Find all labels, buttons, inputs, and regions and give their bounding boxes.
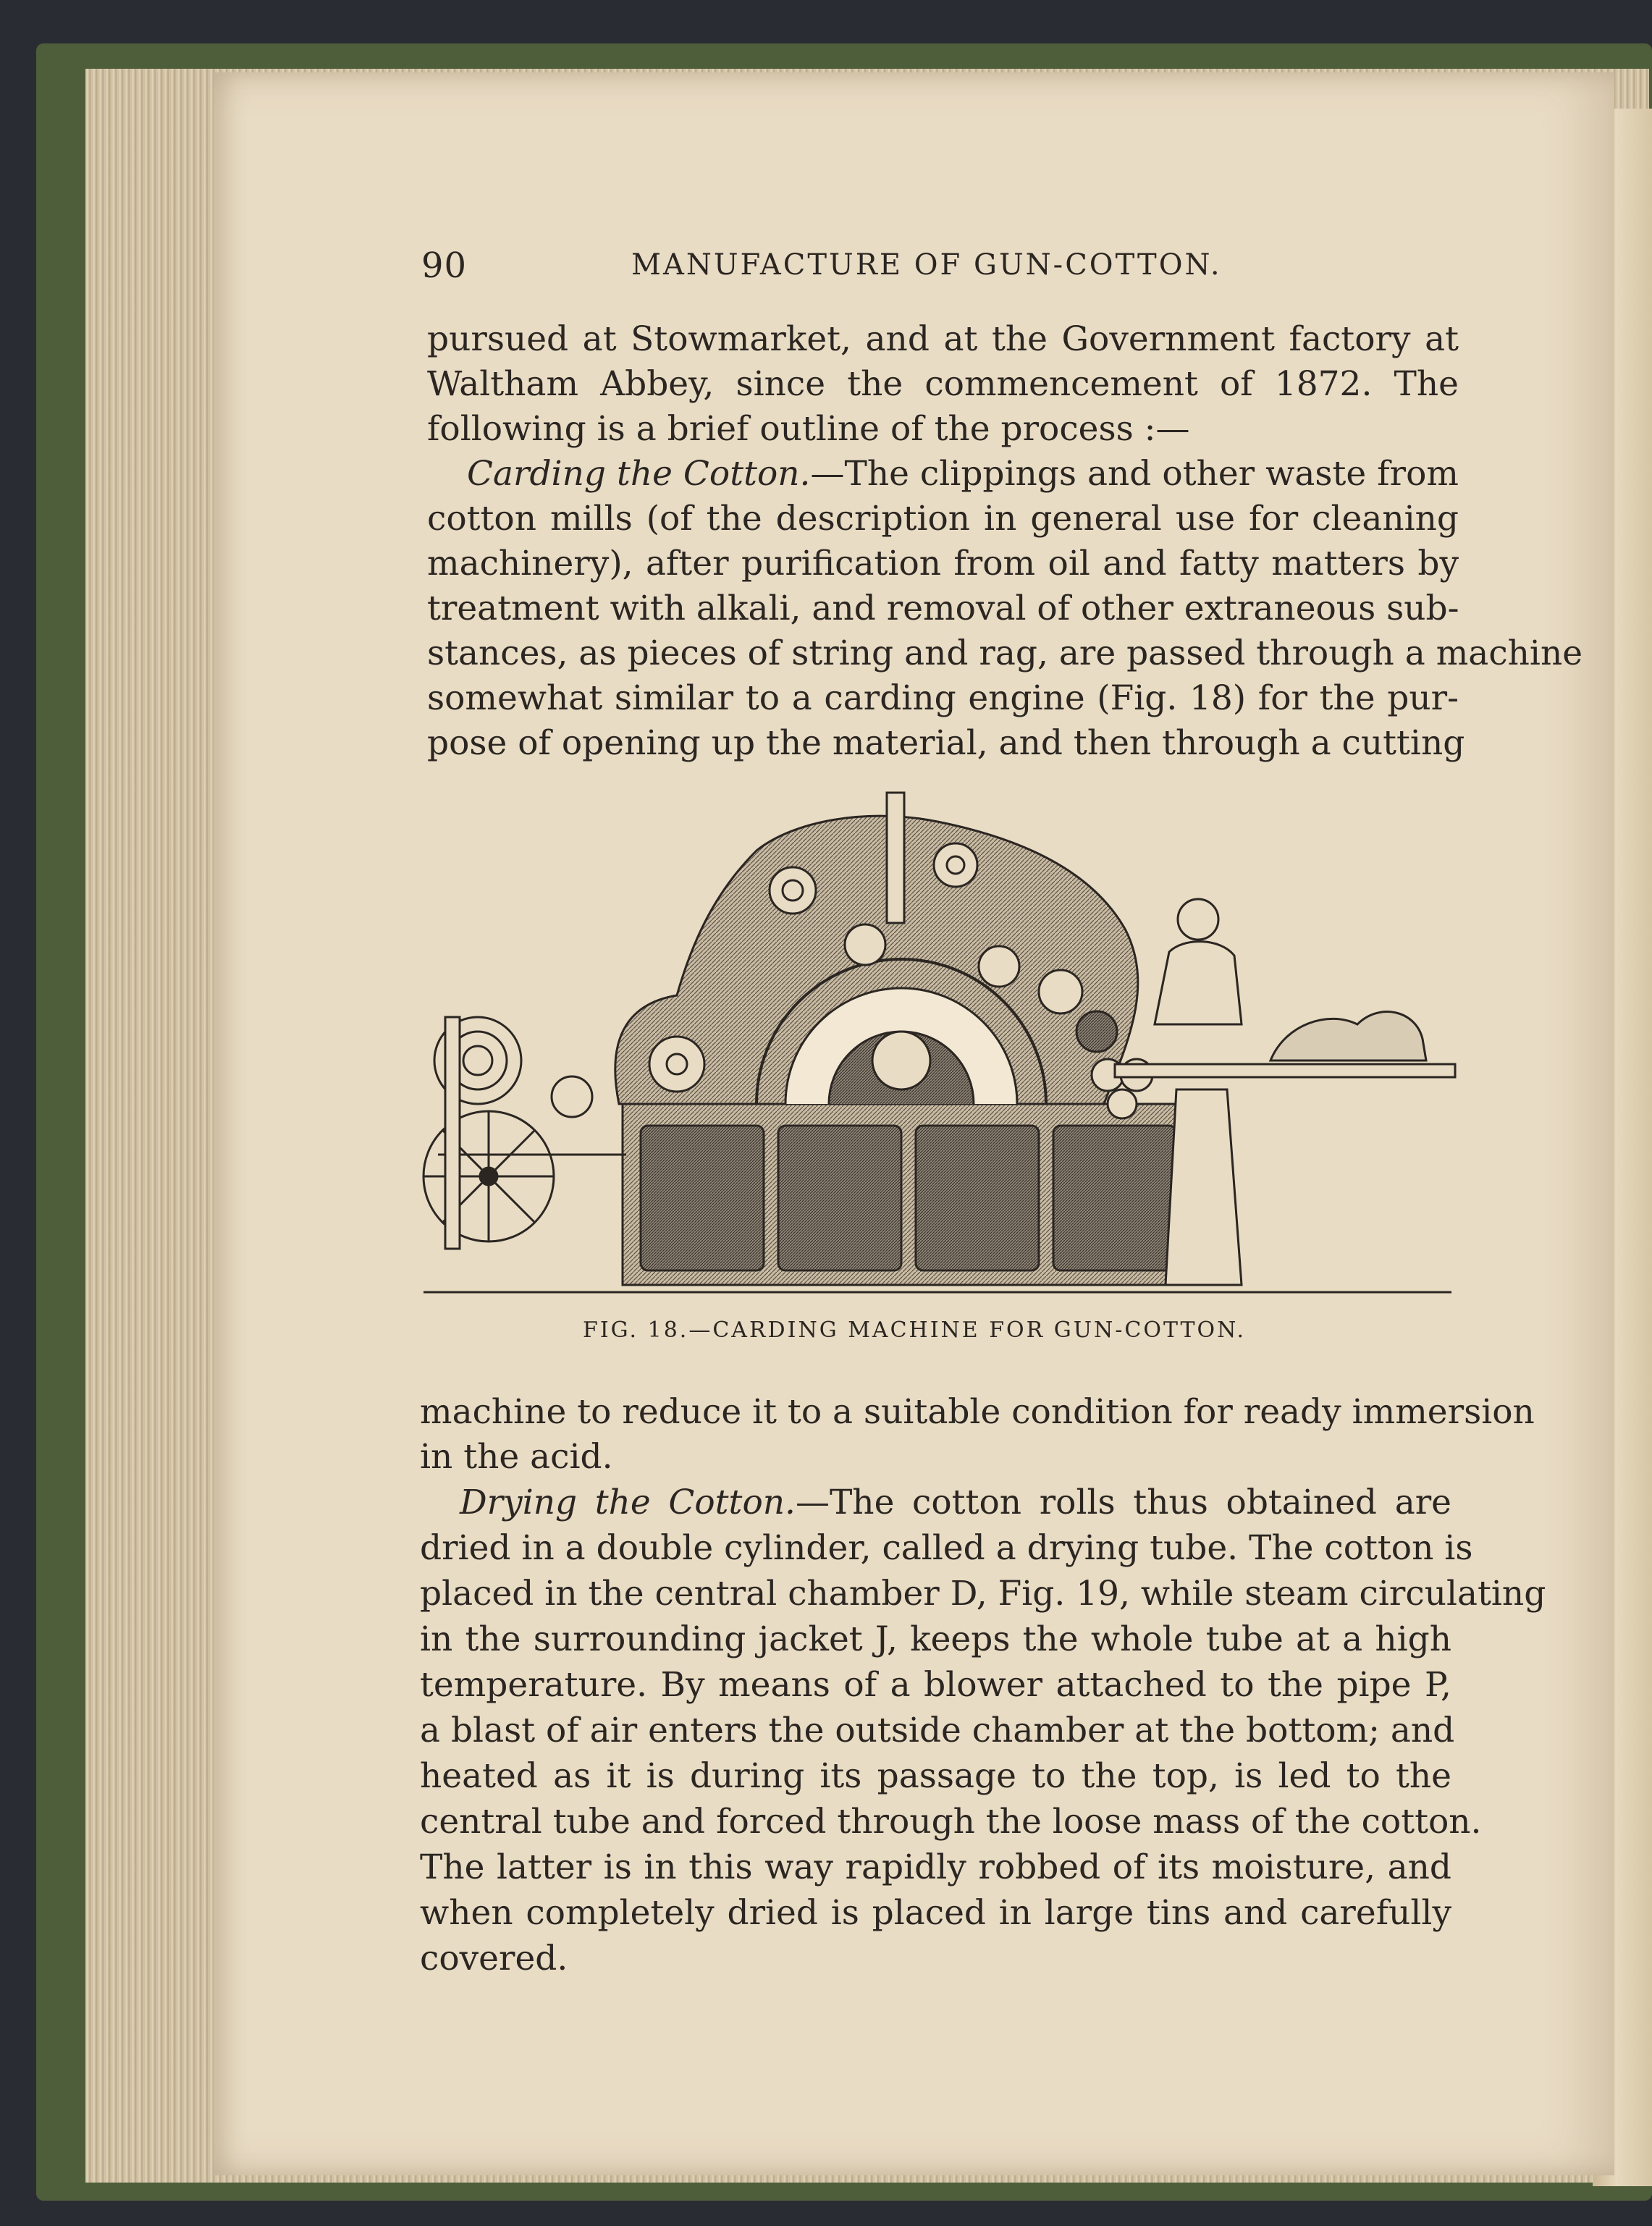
text-line: central tube and forced through the loose mass of the cotton.	[420, 1802, 1482, 1842]
carding-heading: Carding the Cotton.	[467, 454, 811, 494]
text-line: dried in a double cylinder, called a drying tube. The cotton is	[420, 1528, 1473, 1568]
text-line: machine to reduce it to a suitable condition for ready immersion	[420, 1392, 1535, 1432]
text-line: following is a brief outline of the process :—	[427, 409, 1190, 449]
text-line: somewhat similar to a carding engine (Fig. 18) for the pur-	[427, 678, 1459, 718]
text-line: The latter is in this way rapidly robbed of its moisture, and	[420, 1847, 1451, 1887]
drying-heading: Drying the Cotton.	[460, 1483, 796, 1522]
text-line: when completely dried is placed in large tins and carefully	[420, 1893, 1451, 1933]
text-line: treatment with alkali, and removal of other extraneous sub-	[427, 589, 1459, 628]
text-line: in the surrounding jacket J, keeps the whole tube at a high	[420, 1619, 1451, 1659]
carding-first-line	[467, 452, 1459, 497]
text-line: Waltham Abbey, since the commencement of 1872. The	[427, 364, 1459, 404]
text-line: machinery), after purification from oil and fatty matters by	[427, 544, 1459, 583]
text-line: pursued at Stowmarket, and at the Government factory at	[427, 319, 1459, 359]
text-line: covered.	[420, 1939, 568, 1978]
text-line: cotton mills (of the description in general use for cleaning	[427, 499, 1459, 539]
text-line: stances, as pieces of string and rag, are passed through a machine	[427, 633, 1583, 673]
figure-caption: FIG. 18.—CARDING MACHINE FOR GUN-COTTON.	[583, 1318, 1246, 1343]
text-line: in the acid.	[420, 1437, 613, 1477]
text-line: heated as it is during its passage to the top, is led to the	[420, 1756, 1451, 1796]
page-number: 90	[421, 245, 468, 286]
text-line: a blast of air enters the outside chamber at the bottom; and	[420, 1711, 1455, 1750]
text-line: placed in the central chamber D, Fig. 19, while steam circulating	[420, 1574, 1546, 1614]
carding-machine-illustration	[416, 785, 1462, 1307]
carding-text: —The clippings and other waste from	[810, 454, 1459, 494]
text-line: pose of opening up the material, and then through a cutting	[427, 723, 1465, 763]
page-header	[418, 235, 1457, 293]
running-title: MANUFACTURE OF GUN-COTTON.	[631, 248, 1222, 282]
drying-first-line	[460, 1480, 1451, 1525]
drying-text: —The cotton rolls thus obtained are	[795, 1483, 1451, 1522]
text-line: temperature. By means of a blower attached to the pipe P,	[420, 1665, 1451, 1705]
